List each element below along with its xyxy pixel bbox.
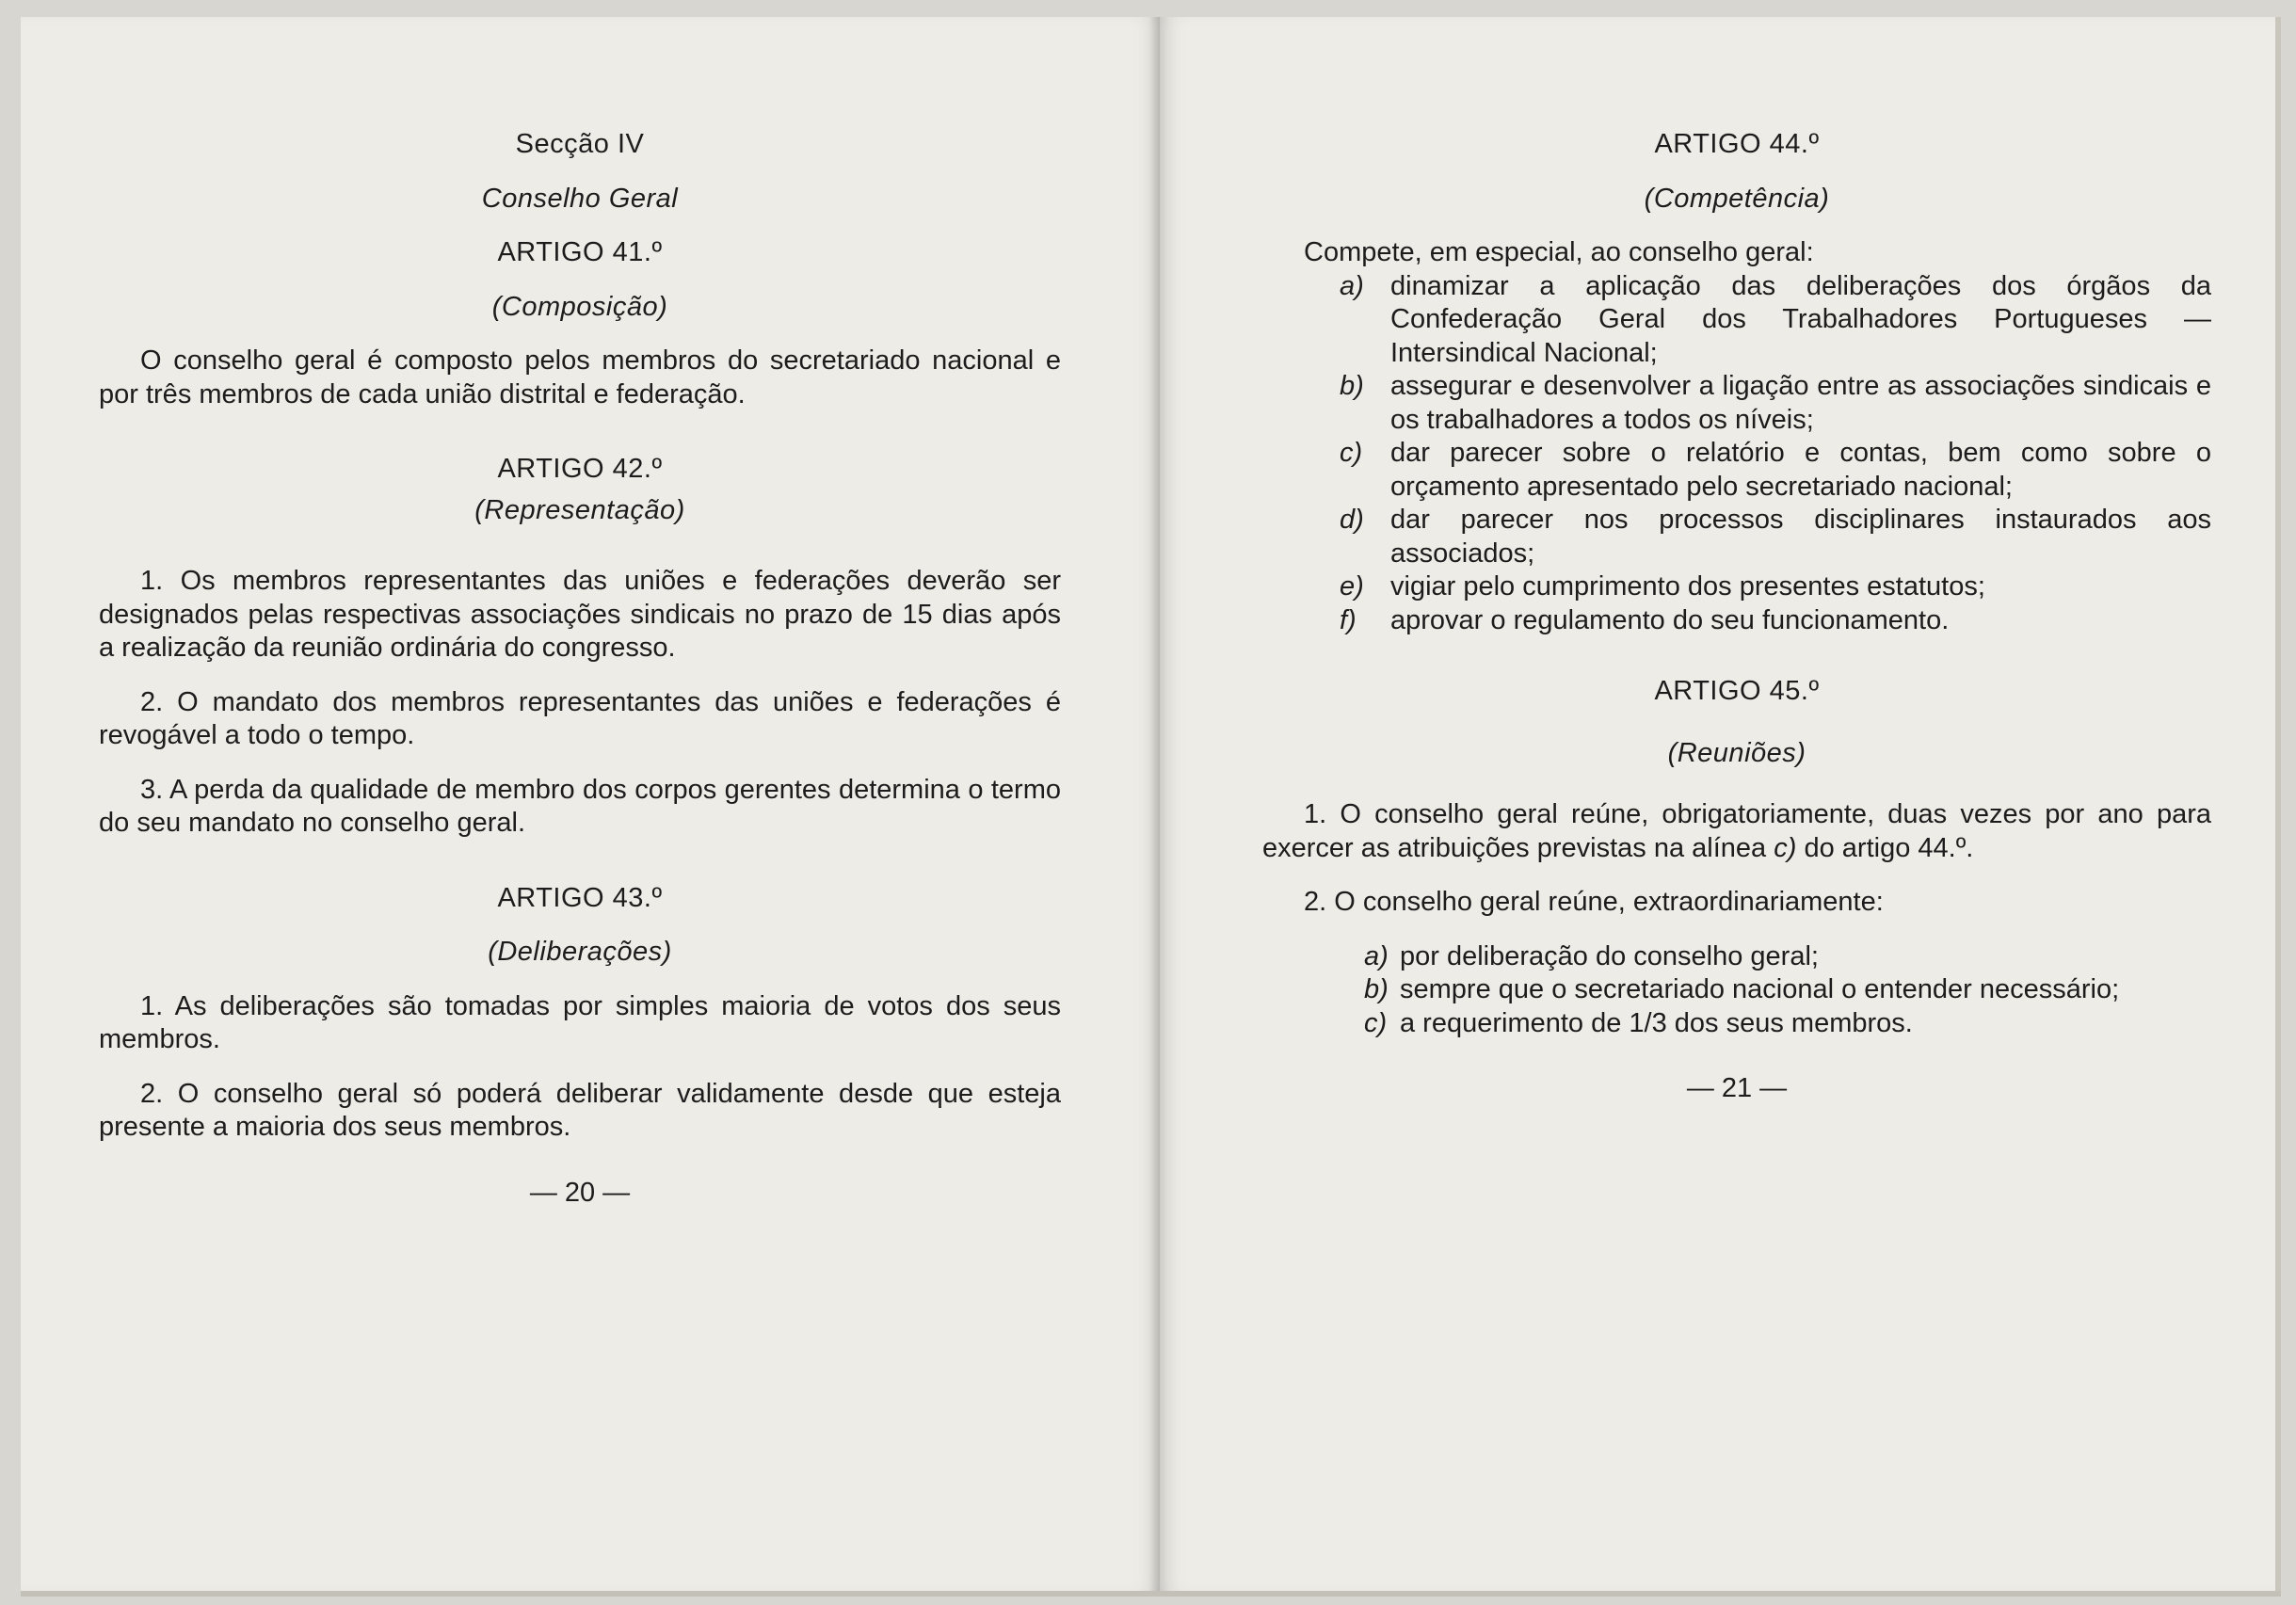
list-item-text: dar parecer sobre o relatório e contas, bem como sobre o orçamento apresentado pelo secretariado nacional; [1390, 438, 2211, 502]
list-item-label: e) [1340, 571, 1364, 602]
bottom-edge [21, 1591, 2281, 1597]
article-44-heading: ARTIGO 44.º [1654, 129, 1820, 159]
list-item-label: a) [1340, 270, 1364, 301]
list-item-text: por deliberação do conselho geral; [1400, 940, 1819, 971]
list-item [1262, 370, 2211, 437]
article-42-title: (Representação) [474, 494, 685, 525]
article-43-heading: ARTIGO 43.º [497, 882, 663, 913]
list-item-text: vigiar pelo cumprimento dos presentes estatutos; [1390, 571, 1985, 602]
article-43-paragraph-2: 2. O conselho geral só poderá deliberar validamente desde que esteja presente a maioria dos seus membros. [99, 1078, 1061, 1142]
list-item-text: sempre que o secretariado nacional o entender necessário; [1400, 974, 2120, 1004]
list-item-label: b) [1340, 371, 1364, 401]
article-42-paragraph-2: 2. O mandato dos membros representantes das uniões e federações é revogável a todo o tempo. [99, 686, 1061, 750]
list-item-label: c) [1364, 1007, 1388, 1038]
list-item-text: a requerimento de 1/3 dos seus membros. [1400, 1007, 1913, 1038]
list-item-label: a) [1364, 940, 1389, 971]
list-item-label: d) [1340, 505, 1364, 535]
page-number-right: — 21 — [1686, 1073, 1788, 1103]
left-page [21, 17, 1160, 1591]
article-44-list [1262, 270, 2211, 638]
article-43-paragraph-1: 1. As deliberações são tomadas por simples maioria de votos dos seus membros. [99, 990, 1061, 1054]
list-item [1262, 973, 2211, 1007]
list-item-text: assegurar e desenvolver a ligação entre as associações sindicais e os trabalhadores a todos os níveis; [1390, 371, 2211, 435]
article-41-paragraph: O conselho geral é composto pelos membros do secretariado nacional e por três membros de cada união distrital e federação. [99, 345, 1061, 409]
article-41-heading: ARTIGO 41.º [497, 237, 663, 267]
list-item-label: f) [1340, 604, 1357, 635]
page-edge [2275, 17, 2281, 1591]
article-45-paragraph-2: 2. O conselho geral reúne, extraordinariamente: [1304, 887, 1884, 917]
article-45-paragraph-1-reference: c) [1774, 832, 1797, 863]
section-heading: Secção IV [515, 129, 645, 159]
article-42-heading: ARTIGO 42.º [497, 454, 663, 484]
list-item [1262, 604, 2211, 638]
list-item-label: b) [1364, 974, 1389, 1004]
article-44-title: (Competência) [1644, 183, 1830, 214]
article-45-list [1262, 940, 2211, 1041]
article-43-title: (Deliberações) [488, 937, 672, 967]
list-item-label: c) [1340, 438, 1363, 468]
right-column [1262, 128, 2211, 1106]
article-45-title: (Reuniões) [1667, 737, 1806, 768]
article-41-title: (Composição) [491, 291, 668, 322]
list-item-text: dinamizar a aplicação das deliberações dos órgãos da Confederação Geral dos Trabalhadores Portugueses — Intersindical Nacional; [1390, 270, 2211, 368]
article-44-intro: Compete, em especial, ao conselho geral: [1304, 237, 1814, 267]
article-45-paragraph-1 [1262, 798, 2211, 865]
article-42-paragraph-3: 3. A perda da qualidade de membro dos corpos gerentes determina o termo do seu mandato no conselho geral. [99, 774, 1061, 838]
article-45-heading: ARTIGO 45.º [1654, 676, 1820, 706]
right-page [1160, 17, 2275, 1591]
page-number-left: — 20 — [529, 1177, 631, 1208]
list-item [1262, 270, 2211, 371]
section-title: Conselho Geral [481, 183, 679, 214]
list-item [1262, 504, 2211, 570]
article-45-paragraph-1-end: do artigo 44.º. [1804, 832, 1974, 863]
list-item [1262, 437, 2211, 504]
article-45-paragraph-1-text: 1. O conselho geral reúne, obrigatoriamente, duas vezes por ano para exercer as atribuições previstas na alínea [1262, 799, 2211, 863]
list-item [1262, 940, 2211, 974]
list-item [1262, 1007, 2211, 1041]
list-item-text: dar parecer nos processos disciplinares instaurados aos associados; [1390, 505, 2211, 569]
article-42-paragraph-1: 1. Os membros representantes das uniões e federações deverão ser designados pelas respectivas associações sindicais no prazo de 15 dias após a realização da reunião ordinária do congresso. [99, 566, 1061, 663]
list-item [1262, 570, 2211, 604]
list-item-text: aprovar o regulamento do seu funcionamento. [1390, 604, 1950, 635]
left-column [99, 128, 1061, 1210]
